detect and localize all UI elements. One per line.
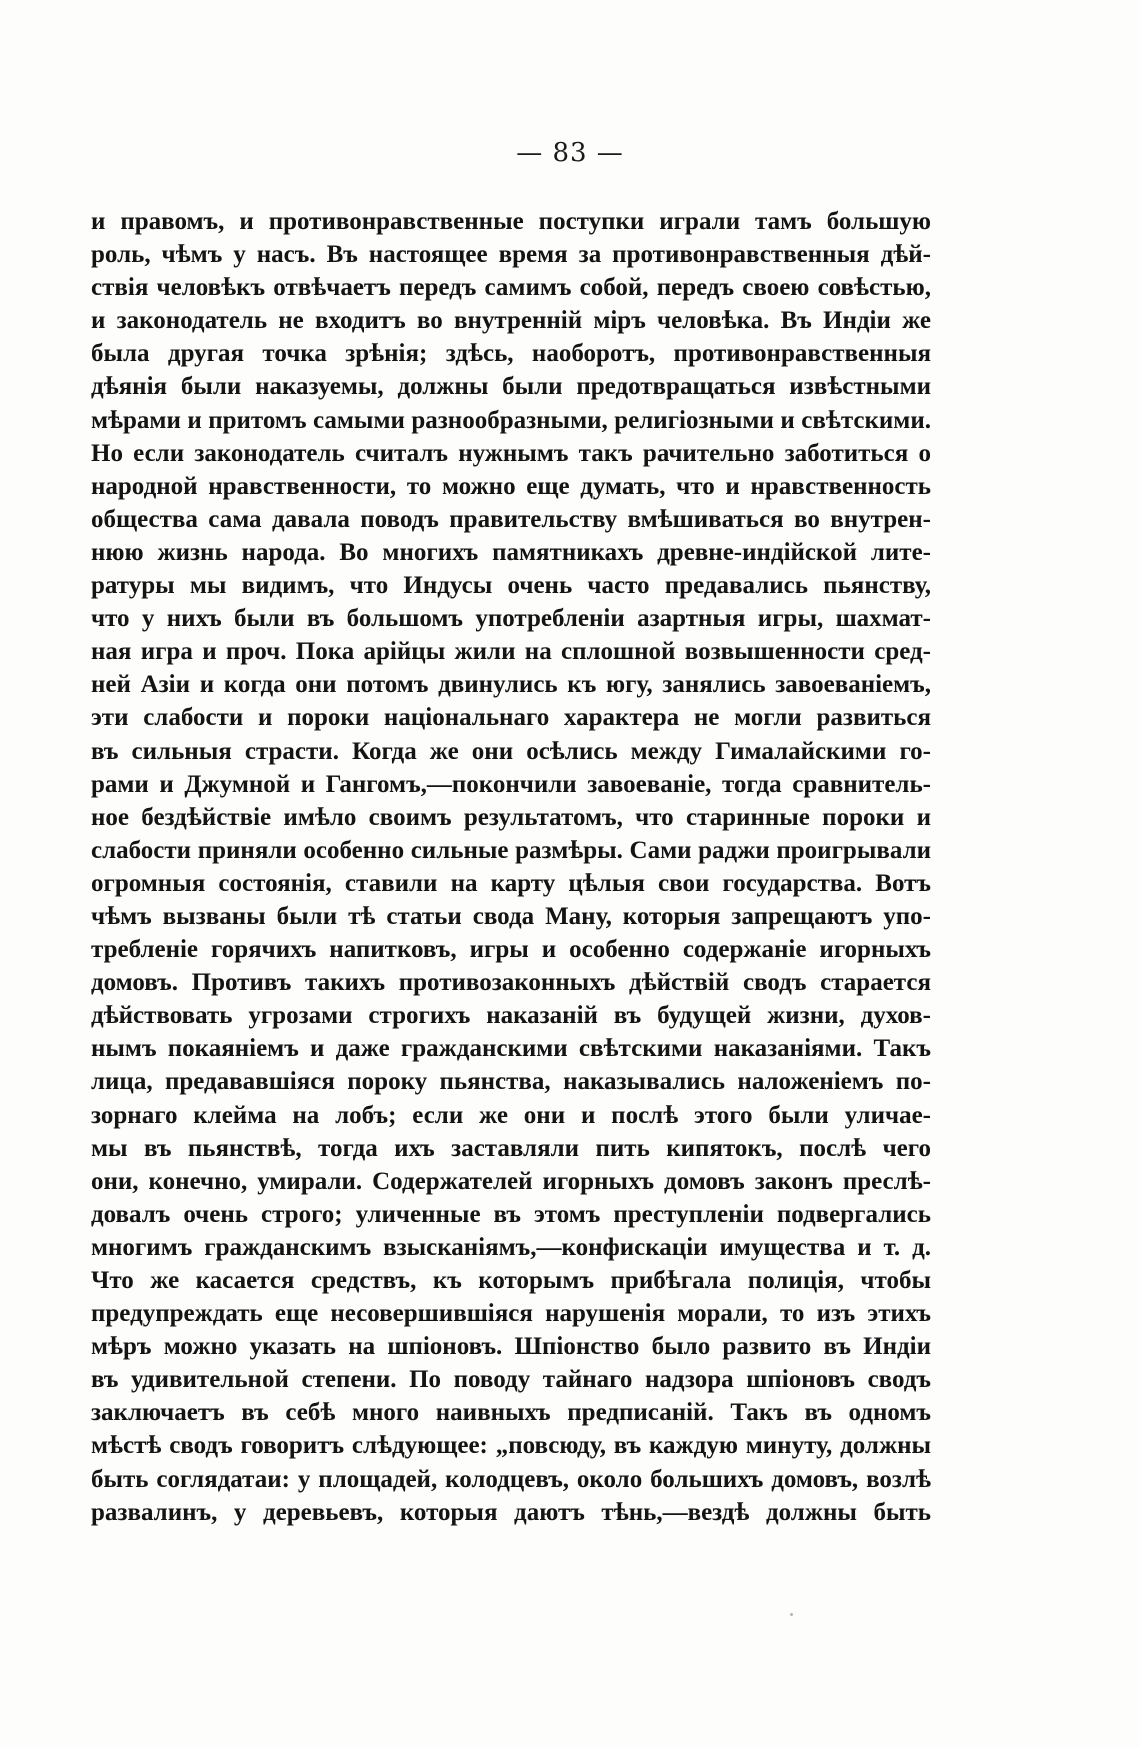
text-line: ствія человѣкъ отвѣчаетъ передъ самимъ собой, передъ своею совѣстью, bbox=[91, 274, 931, 302]
text-line: заключаетъ въ себѣ много наивныхъ предписаній. Такъ въ одномъ bbox=[91, 1399, 931, 1427]
text-line: слабости приняли особенно сильные размѣры. Сами раджи проигрывали bbox=[91, 836, 931, 864]
text-line: была другая точка зрѣнія; здѣсь, наоборотъ, противонравственныя bbox=[91, 340, 931, 368]
text-line: рами и Джумной и Гангомъ,—покончили завоеваніе, тогда сравнитель- bbox=[91, 770, 931, 798]
text-line: мы въ пьянствѣ, тогда ихъ заставляли пить кипятокъ, послѣ чего bbox=[91, 1134, 931, 1162]
text-line: ней Азіи и когда они потомъ двинулись къ югу, занялись завоеваніемъ, bbox=[91, 671, 931, 699]
text-line: мѣръ можно указать на шпіоновъ. Шпіонство было развито въ Индіи bbox=[91, 1333, 931, 1361]
text-line: эти слабости и пороки національнаго характера не могли развиться bbox=[91, 704, 931, 732]
text-line: многимъ гражданскимъ взысканіямъ,—конфискаціи имущества и т. д. bbox=[91, 1233, 931, 1261]
text-line: мѣстѣ сводъ говоритъ слѣдующее: „повсюду, въ каждую минуту, должны bbox=[91, 1432, 931, 1460]
text-line: мѣрами и притомъ самыми разнообразными, религіозными и свѣтскими. bbox=[91, 406, 931, 434]
text-line: нюю жизнь народа. Во многихъ памятникахъ древне-индійской лите- bbox=[91, 538, 931, 566]
text-line: въ сильныя страсти. Когда же они осѣлись между Гималайскими го- bbox=[91, 737, 931, 765]
text-line: народной нравственности, то можно еще думать, что и нравственность bbox=[91, 472, 931, 500]
text-line: предупреждать еще несовершившіяся нарушенія морали, то изъ этихъ bbox=[91, 1300, 931, 1328]
text-line: требленіе горячихъ напитковъ, игры и особенно содержаніе игорныхъ bbox=[91, 936, 931, 964]
text-line: чѣмъ вызваны были тѣ статьи свода Ману, которыя запрещаютъ упо- bbox=[91, 902, 931, 930]
text-line: домовъ. Противъ такихъ противозаконныхъ дѣйствій сводъ старается bbox=[91, 969, 931, 997]
text-line: лица, предававшіяся пороку пьянства, наказывались наложеніемъ по- bbox=[91, 1068, 931, 1096]
text-line: въ удивительной степени. По поводу тайнаго надзора шпіоновъ сводъ bbox=[91, 1366, 931, 1394]
paper-speck bbox=[790, 1613, 793, 1616]
body-text bbox=[91, 205, 931, 1529]
text-line: ратуры мы видимъ, что Индусы очень часто предавались пьянству, bbox=[91, 572, 931, 600]
text-line: развалинъ, у деревьевъ, которыя даютъ тѣнь,—вездѣ должны быть bbox=[91, 1498, 931, 1526]
text-line: быть соглядатаи: у площадей, колодцевъ, около большихъ домовъ, возлѣ bbox=[91, 1465, 931, 1493]
text-line: общества сама давала поводъ правительству вмѣшиваться во внутрен- bbox=[91, 505, 931, 533]
text-line: дѣянія были наказуемы, должны были предотвращаться извѣстными bbox=[91, 373, 931, 401]
page-number: — 83 — bbox=[516, 138, 624, 168]
text-line: что у нихъ были въ большомъ употребленіи азартныя игры, шахмат- bbox=[91, 605, 931, 633]
text-line: довалъ очень строго; уличенные въ этомъ преступленіи подвергались bbox=[91, 1200, 931, 1228]
text-line: Но если законодатель считалъ нужнымъ такъ рачительно заботиться о bbox=[91, 439, 931, 467]
text-line: огромныя состоянія, ставили на карту цѣлыя свои государства. Вотъ bbox=[91, 869, 931, 897]
text-line: нымъ покаяніемъ и даже гражданскими свѣтскими наказаніями. Такъ bbox=[91, 1035, 931, 1063]
text-line: ная игра и проч. Пока арійцы жили на сплошной возвышенности сред- bbox=[91, 638, 931, 666]
text-line: зорнаго клейма на лобъ; если же они и послѣ этого были уличае- bbox=[91, 1101, 931, 1129]
text-line: Что же касается средствъ, къ которымъ прибѣгала полиція, чтобы bbox=[91, 1267, 931, 1294]
text-line: роль, чѣмъ у насъ. Въ настоящее время за противонравственныя дѣй- bbox=[91, 241, 931, 269]
text-line: дѣйствовать угрозами строгихъ наказаній въ будущей жизни, духов- bbox=[91, 1002, 931, 1030]
text-line: и законодатель не входитъ во внутренній міръ человѣка. Въ Индіи же bbox=[91, 307, 931, 335]
text-line: ное бездѣйствіе имѣло своимъ результатомъ, что старинные пороки и bbox=[91, 803, 931, 831]
text-line: они, конечно, умирали. Содержателей игорныхъ домовъ законъ преслѣ- bbox=[91, 1167, 931, 1195]
text-line: и правомъ, и противонравственные поступки играли тамъ большую bbox=[91, 208, 931, 235]
